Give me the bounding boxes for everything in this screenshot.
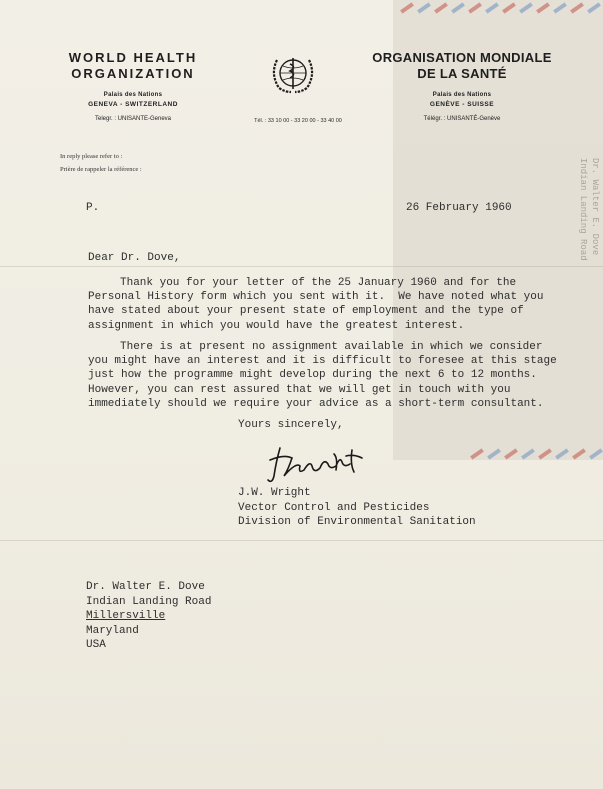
org-name-line: WORLD HEALTH [68, 50, 198, 65]
text-line: assignment in which you would have the greatest interest. [88, 319, 465, 332]
who-emblem-icon [267, 50, 319, 96]
address-line: Indian Landing Road [86, 595, 212, 608]
address-line: Millersville [86, 610, 166, 622]
fold-line [0, 540, 603, 541]
letter-date: 26 February 1960 [406, 202, 512, 214]
text-line: you might have an interest and it is difficult to foresee at this stage [88, 355, 557, 368]
text-line: immediately should we require your advice as a short-term consultant. [88, 397, 544, 410]
address-line: Maryland [86, 624, 139, 637]
reference-label-fr: Prière de rappeler la référence : [60, 166, 142, 173]
letterhead-right [368, 50, 556, 122]
fold-line [0, 266, 603, 267]
org-telegr: Telegr. : UNISANTE-Geneva [94, 116, 172, 122]
org-address-palais: Palais des Nations [103, 92, 163, 98]
text-line: just how the programme might develop during the next 6 to 12 months. [88, 369, 537, 382]
recipient-address [86, 580, 526, 653]
closing: Yours sincerely, [238, 419, 344, 431]
org-city: GENÈVE - SUISSE [429, 101, 495, 108]
reference-code: P. [86, 202, 100, 214]
telephone-numbers: Tél. : 33 10 00 - 33 20 00 - 33 40 00 [254, 118, 342, 124]
address-line: USA [86, 639, 106, 651]
salutation: Dear Dr. Dove, [88, 252, 181, 264]
text-line: However, you can rest assured that we will get in touch with you [88, 383, 511, 396]
reference-label-en: In reply please refer to : [60, 153, 123, 160]
org-name-en [40, 50, 226, 82]
text-line: have stated about your present state of employment and the type of [88, 305, 524, 318]
text-line: Thank you for your letter of the 25 January 1960 and for the [120, 277, 517, 289]
org-telegr: Télégr. : UNISANTÉ-Genève [423, 116, 501, 122]
org-address-palais: Palais des Nations [432, 92, 492, 98]
signer-division: Division of Environmental Sanitation [238, 516, 476, 528]
org-name-line: ORGANISATION MONDIALE [372, 50, 552, 65]
signer-block [238, 486, 476, 530]
org-name-line: ORGANIZATION [71, 66, 195, 81]
paragraph-2 [88, 340, 557, 411]
signer-title: Vector Control and Pesticides [238, 501, 430, 514]
envelope-address-line: Dr. Walter E. Dove [590, 158, 600, 256]
envelope-address-line: Indian Landing Road [578, 158, 588, 261]
org-name-line: DE LA SANTÉ [417, 66, 507, 81]
text-line: Personal History form which you sent with it. We have noted what you [88, 291, 544, 304]
paragraph-1 [88, 276, 544, 333]
signer-name: J.W. Wright [238, 487, 311, 499]
letterhead-left [40, 50, 226, 122]
org-city: GENEVA - SWITZERLAND [88, 101, 178, 108]
text-line: There is at present no assignment available in which we consider [120, 341, 543, 353]
handwritten-signature [262, 440, 374, 490]
org-name-fr [368, 50, 556, 82]
address-line: Dr. Walter E. Dove [86, 581, 205, 593]
envelope-address [555, 158, 601, 298]
